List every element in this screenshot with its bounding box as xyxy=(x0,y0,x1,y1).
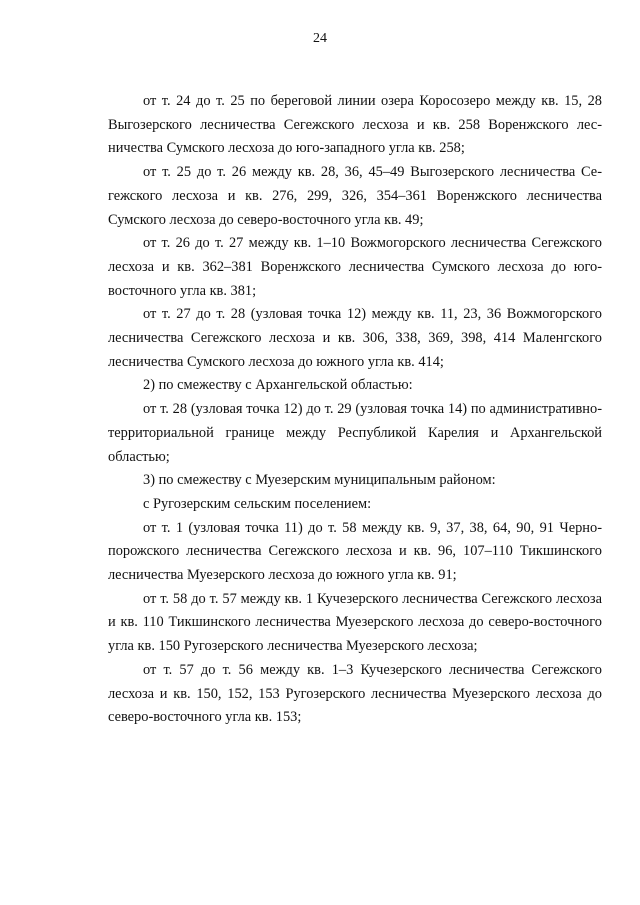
paragraph: от т. 58 до т. 57 между кв. 1 Кучезерского лесничества Сегежского лесхоза и кв. 110 Тикшинского лесничества Муезерского лесхоза до северо-восточного угла кв. 150 Ругозерского лесничества Муезерского лесхоза; xyxy=(108,590,602,655)
paragraph: от т. 57 до т. 56 между кв. 1–3 Кучезерского лесничества Сегежского лесхоза и кв. 150, 152, 153 Ругозерского лесничества Муезерского лесхоза до северо-восточного угла кв. 153; xyxy=(108,661,602,726)
paragraph: от т. 24 до т. 25 по береговой линии озера Коросозеро между кв. 15, 28 Выгозерского лесничества Сегежского лесхоза и кв. 258 Воренжского лесничества Сумского лесхоза до юго-западного угла кв. 258; xyxy=(108,93,602,157)
paragraph-section-heading: 2) по смежеству с Архангельской областью: xyxy=(143,377,413,394)
paragraph: от т. 27 до т. 28 (узловая точка 12) между кв. 11, 23, 36 Вожмогорского лесничества Сегежского лесхоза и кв. 306, 338, 369, 398, 414 Маленгского лесничества Сумского лесхоза до южного угла кв. 414; xyxy=(108,306,602,370)
paragraph-section-heading: 3) по смежеству с Муезерским муниципальным районом: xyxy=(143,472,496,489)
page-number: 24 xyxy=(313,31,327,46)
paragraph: от т. 26 до т. 27 между кв. 1–10 Вожмогорского лесничества Сегежского лесхоза и кв. 362–381 Воренжского лесничества Сумского лесхоза до юго-восточного угла кв. 381; xyxy=(108,235,602,299)
paragraph-subheading: с Ругозерским сельским поселением: xyxy=(143,495,372,512)
paragraph: от т. 28 (узловая точка 12) до т. 29 (узловая точка 14) по административно-территориальной границе между Республикой Карелия и Архангельской областью; xyxy=(108,401,602,465)
body-text xyxy=(108,90,602,730)
paragraph: от т. 25 до т. 26 между кв. 28, 36, 45–49 Выгозерского лесничества Сегежского лесхоза и кв. 276, 299, 326, 354–361 Воренжского лесничества Сумского лесхоза до северо-восточного угла кв. 49; xyxy=(108,164,602,228)
paragraph: от т. 1 (узловая точка 11) до т. 58 между кв. 9, 37, 38, 64, 90, 91 Чернопорожского лесничества Сегежского лесхоза и кв. 96, 107–110 Тикшинского лесничества Муезерского лесхоза до южного угла кв. 91; xyxy=(108,519,602,584)
